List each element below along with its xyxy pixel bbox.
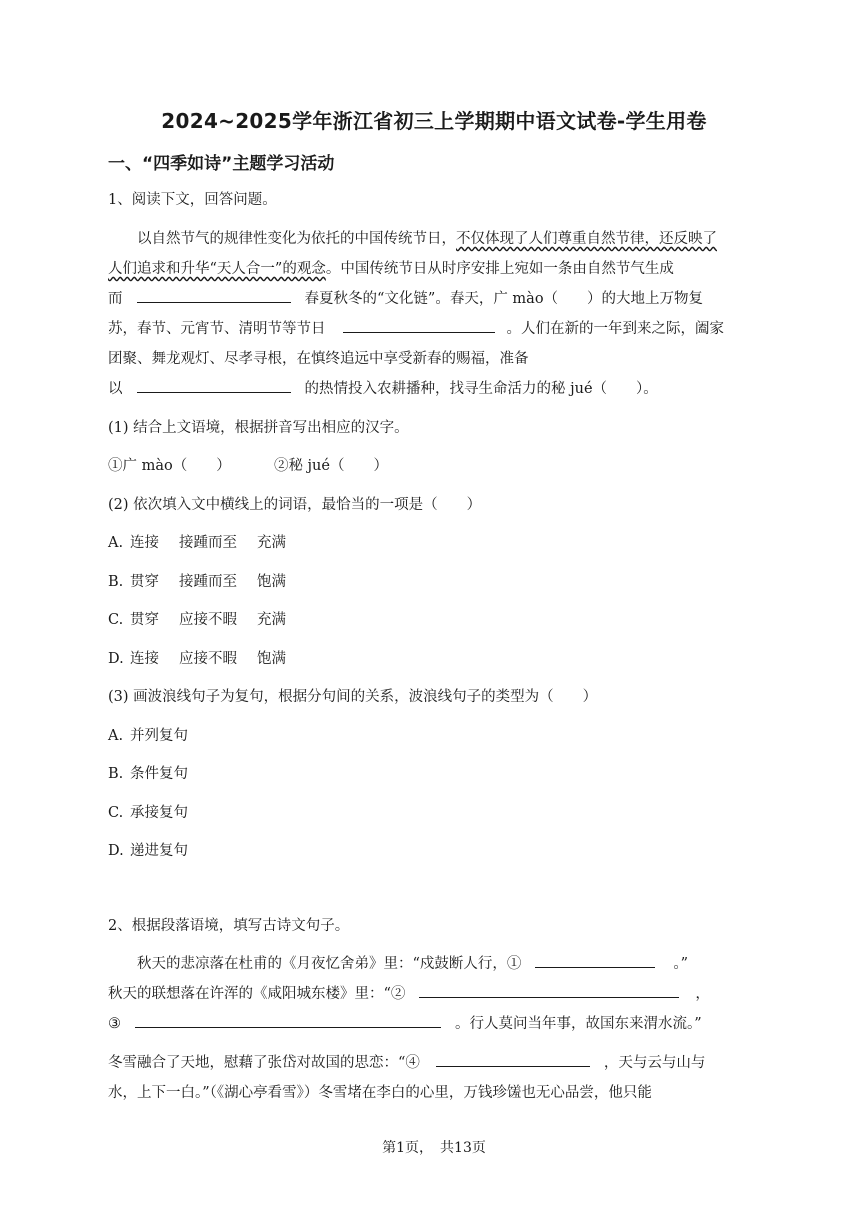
blank-1[interactable] (137, 288, 291, 303)
sub3-option-a[interactable]: A. 并列复句 (108, 728, 188, 744)
sub3-option-c[interactable]: C. 承接复句 (108, 805, 188, 821)
passage-line-5: 团聚、舞龙观灯、尽孝寻根，在慎终追远中享受新春的赐福，准备 (108, 351, 529, 367)
sub2-option-d[interactable]: D. 连接 应接不暇 饱满 (108, 651, 286, 667)
poem-blank-4[interactable] (436, 1052, 590, 1067)
sub1-item-jue: ②秘 jué（ ） (273, 458, 388, 474)
q2-line-5: 水，上下一白。”（《湖心亭看雪》）冬雪堵在李白的心里，万钱珍馐也无心品尝，他只能 (108, 1085, 652, 1101)
sub-question-2: (2) 依次填入文中横线上的词语，最恰当的一项是（ ） (108, 497, 482, 513)
question-1-stem: 1、阅读下文，回答问题。 (108, 192, 277, 208)
question-2-stem: 2、根据段落语境，填写古诗文句子。 (108, 918, 350, 934)
q2-line-1: 秋天的悲凉落在杜甫的《月夜忆舍弟》里：“戍鼓断人行，① 。” (137, 952, 688, 973)
sub1-item-mao: ①广 mào（ ） (108, 458, 231, 474)
passage-line-6: 以 的热情投入农耕播种，找寻生命活力的秘 jué（ ）。 (108, 377, 658, 398)
section-heading: 一、“四季如诗”主题学习活动 (108, 154, 335, 174)
document-title: 2024~2025学年浙江省初三上学期期中语文试卷-学生用卷 (161, 109, 707, 133)
q2-line-2: 秋天的联想落在许浑的《咸阳城东楼》里：“② ， (108, 982, 710, 1003)
passage-line-2: 人们追求和升华“天人合一”的观念。中国传统节日从时序安排上宛如一条由自然节气生成 (108, 261, 674, 277)
sub-question-1-items (108, 454, 388, 475)
sub2-option-c[interactable]: C. 贯穿 应接不暇 充满 (108, 612, 286, 628)
q2-line-3: ③ 。行人莫问当年事，故国东来渭水流。” (108, 1012, 702, 1033)
poem-blank-1[interactable] (535, 953, 655, 968)
sub3-option-d[interactable]: D. 递进复句 (108, 843, 188, 859)
sub-question-1: (1) 结合上文语境，根据拼音写出相应的汉字。 (108, 420, 409, 436)
wavy-sentence-part-1: 不仅体现了人们尊重自然节律，还反映了 (456, 231, 717, 247)
wavy-sentence-part-2: 人们追求和升华“天人合一”的观念 (108, 261, 326, 277)
sub3-option-b[interactable]: B. 条件复句 (108, 766, 188, 782)
passage-line-1: 以自然节气的规律性变化为依托的中国传统节日，不仅体现了人们尊重自然节律，还反映了 (137, 231, 717, 247)
passage-line-4: 苏，春节、元宵节、清明节等节日 。人们在新的一年到来之际，阖家 (108, 317, 724, 338)
poem-blank-2[interactable] (419, 983, 679, 998)
blank-2[interactable] (343, 318, 495, 333)
poem-blank-3[interactable] (135, 1013, 441, 1028)
sub2-option-a[interactable]: A. 连接 接踵而至 充满 (108, 535, 286, 551)
passage-line-3: 而 春夏秋冬的“文化链”。春天，广 mào（ ）的大地上万物复 (108, 287, 703, 308)
sub2-option-b[interactable]: B. 贯穿 接踵而至 饱满 (108, 574, 286, 590)
sub-question-3: (3) 画波浪线句子为复句，根据分句间的关系，波浪线句子的类型为（ ） (108, 689, 598, 705)
blank-3[interactable] (137, 378, 291, 393)
page-footer: 第1页， 共13页 (382, 1140, 486, 1156)
q2-line-4: 冬雪融合了天地，慰藉了张岱对故国的思恋：“④ ，天与云与山与 (108, 1051, 705, 1072)
